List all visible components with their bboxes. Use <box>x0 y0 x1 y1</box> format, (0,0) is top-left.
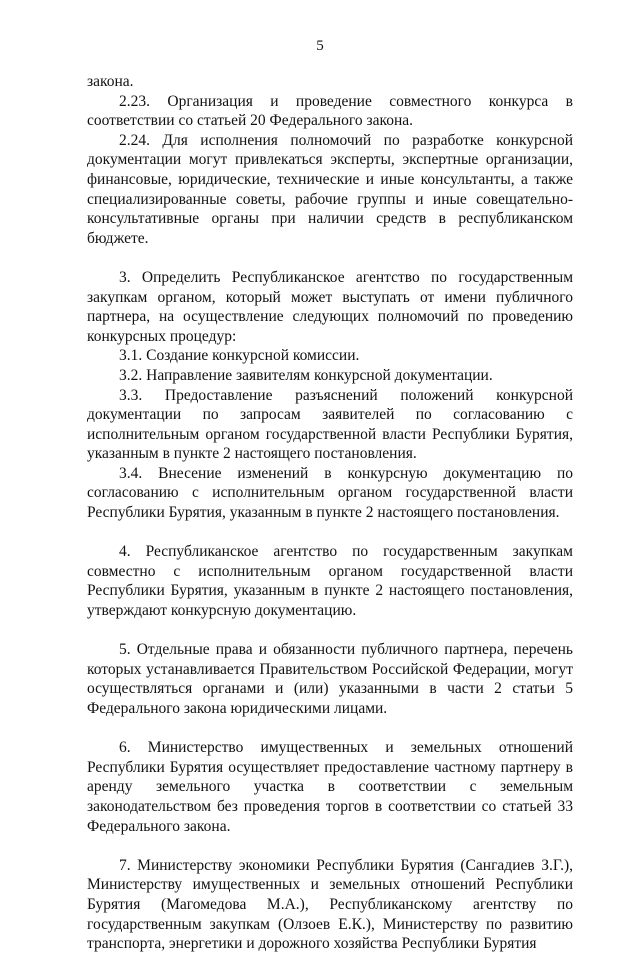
paragraph-2-24: 2.24. Для исполнения полномочий по разработке конкурсной документации могут привлекаться эксперты, экспертные организации, финансовые, юридические, технические и иные консультанты, а также специализированные советы, рабочие группы и иные совещательно-консультативные органы при наличии средств в республиканском бюджете. <box>87 131 573 247</box>
page-number: 5 <box>316 38 324 54</box>
paragraph-2-23: 2.23. Организация и проведение совместного конкурса в соответствии со статьей 20 Федерального закона. <box>87 92 573 130</box>
paragraph-continuation: закона. <box>87 73 134 90</box>
paragraph-3-3: 3.3. Предоставление разъяснений положений конкурсной документации по запросам заявителей по согласованию с исполнительным органом государственной власти Республики Бурятия, указанным в пункте 2 настоящего постановления. <box>87 386 573 463</box>
paragraph-3-1: 3.1. Создание конкурсной комиссии. <box>119 347 360 365</box>
paragraph-7: 7. Министерству экономики Республики Бурятия (Сангадиев З.Г.), Министерству имущественных и земельных отношений Республики Бурятия (Магомедова М.А.), Республиканскому агентству по государственным закупкам (Олзоев Е.К.), Министерству по развитию транспорта, энергетики и дорожного хозяйства Республики Бурятия <box>87 856 573 953</box>
paragraph-3-4: 3.4. Внесение изменений в конкурсную документацию по согласованию с исполнительным органом государственной власти Республики Бурятия, указанным в пункте 2 настоящего постановления. <box>87 464 573 522</box>
paragraph-3: 3. Определить Республиканское агентство по государственным закупкам органом, который может выступать от имени публичного партнера, на осуществление следующих полномочий по проведению конкурсных процедур: <box>87 268 573 345</box>
document-body <box>87 72 573 954</box>
paragraph-3-2: 3.2. Направление заявителям конкурсной документации. <box>119 366 493 384</box>
paragraph-4: 4. Республиканское агентство по государственным закупкам совместно с исполнительным органом государственной власти Республики Бурятия, указанным в пункте 2 настоящего постановления, утверждают конкурсную документацию. <box>87 543 573 620</box>
paragraph-5: 5. Отдельные права и обязанности публичного партнера, перечень которых устанавливается Правительством Российской Федерации, могут осуществляться органами и (или) указанными в части 2 статьи 5 Федерального закона юридическими лицами. <box>87 641 573 717</box>
paragraph-6: 6. Министерство имущественных и земельных отношений Республики Бурятия осуществляет предоставление частному партнеру в аренду земельного участка в соответствии с земельным законодательством без проведения торгов в соответствии со статьей 33 Федерального закона. <box>87 739 573 835</box>
